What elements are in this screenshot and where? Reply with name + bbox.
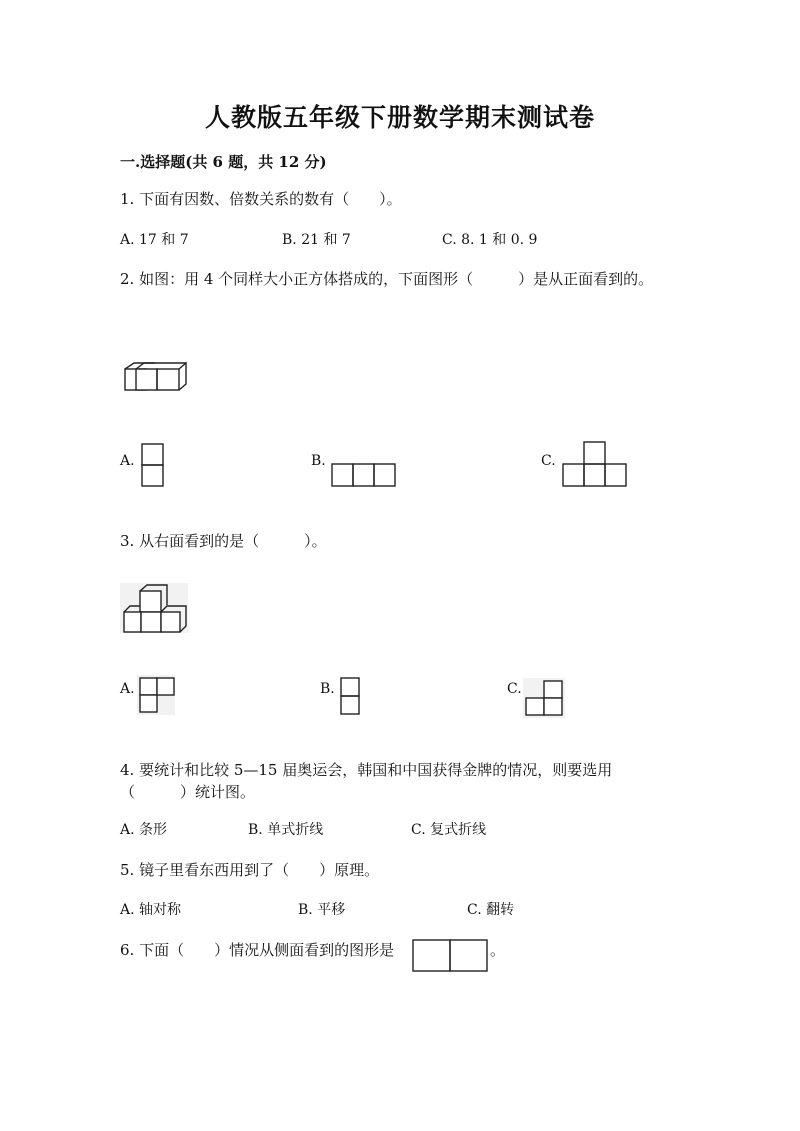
q5-option-b: B. 平移 xyxy=(298,902,346,918)
q3-cube-stack-figure xyxy=(120,583,190,635)
q5-option-a: A. 轴对称 xyxy=(120,902,182,918)
q3-option-b: B. xyxy=(320,681,335,697)
question-2: 2. 如图：用 4 个同样大小正方体搭成的，下面图形（ ）是从正面看到的。 xyxy=(120,270,654,288)
q5-option-c: C. 翻转 xyxy=(467,902,515,918)
q3-option-c-figure xyxy=(523,678,567,720)
q4-option-a: A. 条形 xyxy=(120,822,168,838)
q3-option-a-figure xyxy=(137,675,177,717)
q4-option-b: B. 单式折线 xyxy=(248,822,324,838)
q3-option-c: C. xyxy=(507,681,522,697)
q2-option-a: A. xyxy=(120,453,135,469)
q3-option-b-figure xyxy=(339,676,363,718)
q2-cube-stack-figure xyxy=(120,358,190,398)
q1-option-a: A. 17 和 7 xyxy=(120,232,189,248)
question-6: 6. 下面（ ）情况从侧面看到的图形是 xyxy=(120,941,395,959)
q4-option-c: C. 复式折线 xyxy=(411,822,487,838)
question-3: 3. 从右面看到的是（ ）。 xyxy=(120,532,327,550)
q2-option-b: B. xyxy=(311,453,326,469)
q2-option-a-figure xyxy=(140,442,166,488)
question-5: 5. 镜子里看东西用到了（ ）原理。 xyxy=(120,861,380,879)
section-heading: 一.选择题(共 6 题，共 12 分) xyxy=(120,153,327,171)
q3-option-a: A. xyxy=(120,681,135,697)
question-1: 1. 下面有因数、倍数关系的数有（ ）。 xyxy=(120,190,402,208)
q6-side-view-figure xyxy=(411,938,491,974)
question-4-continued: （ ）统计图。 xyxy=(120,783,256,801)
page-title: 人教版五年级下册数学期末测试卷 xyxy=(204,103,595,132)
q2-option-b-figure xyxy=(330,462,400,489)
q2-option-c: C. xyxy=(541,453,556,469)
question-4: 4. 要统计和比较 5—15 届奥运会，韩国和中国获得金牌的情况，则要选用 xyxy=(120,761,613,779)
question-6-end: 。 xyxy=(490,941,506,959)
q2-option-c-figure xyxy=(561,440,631,490)
q1-option-c: C. 8. 1 和 0. 9 xyxy=(442,232,538,248)
q1-option-b: B. 21 和 7 xyxy=(282,232,351,248)
